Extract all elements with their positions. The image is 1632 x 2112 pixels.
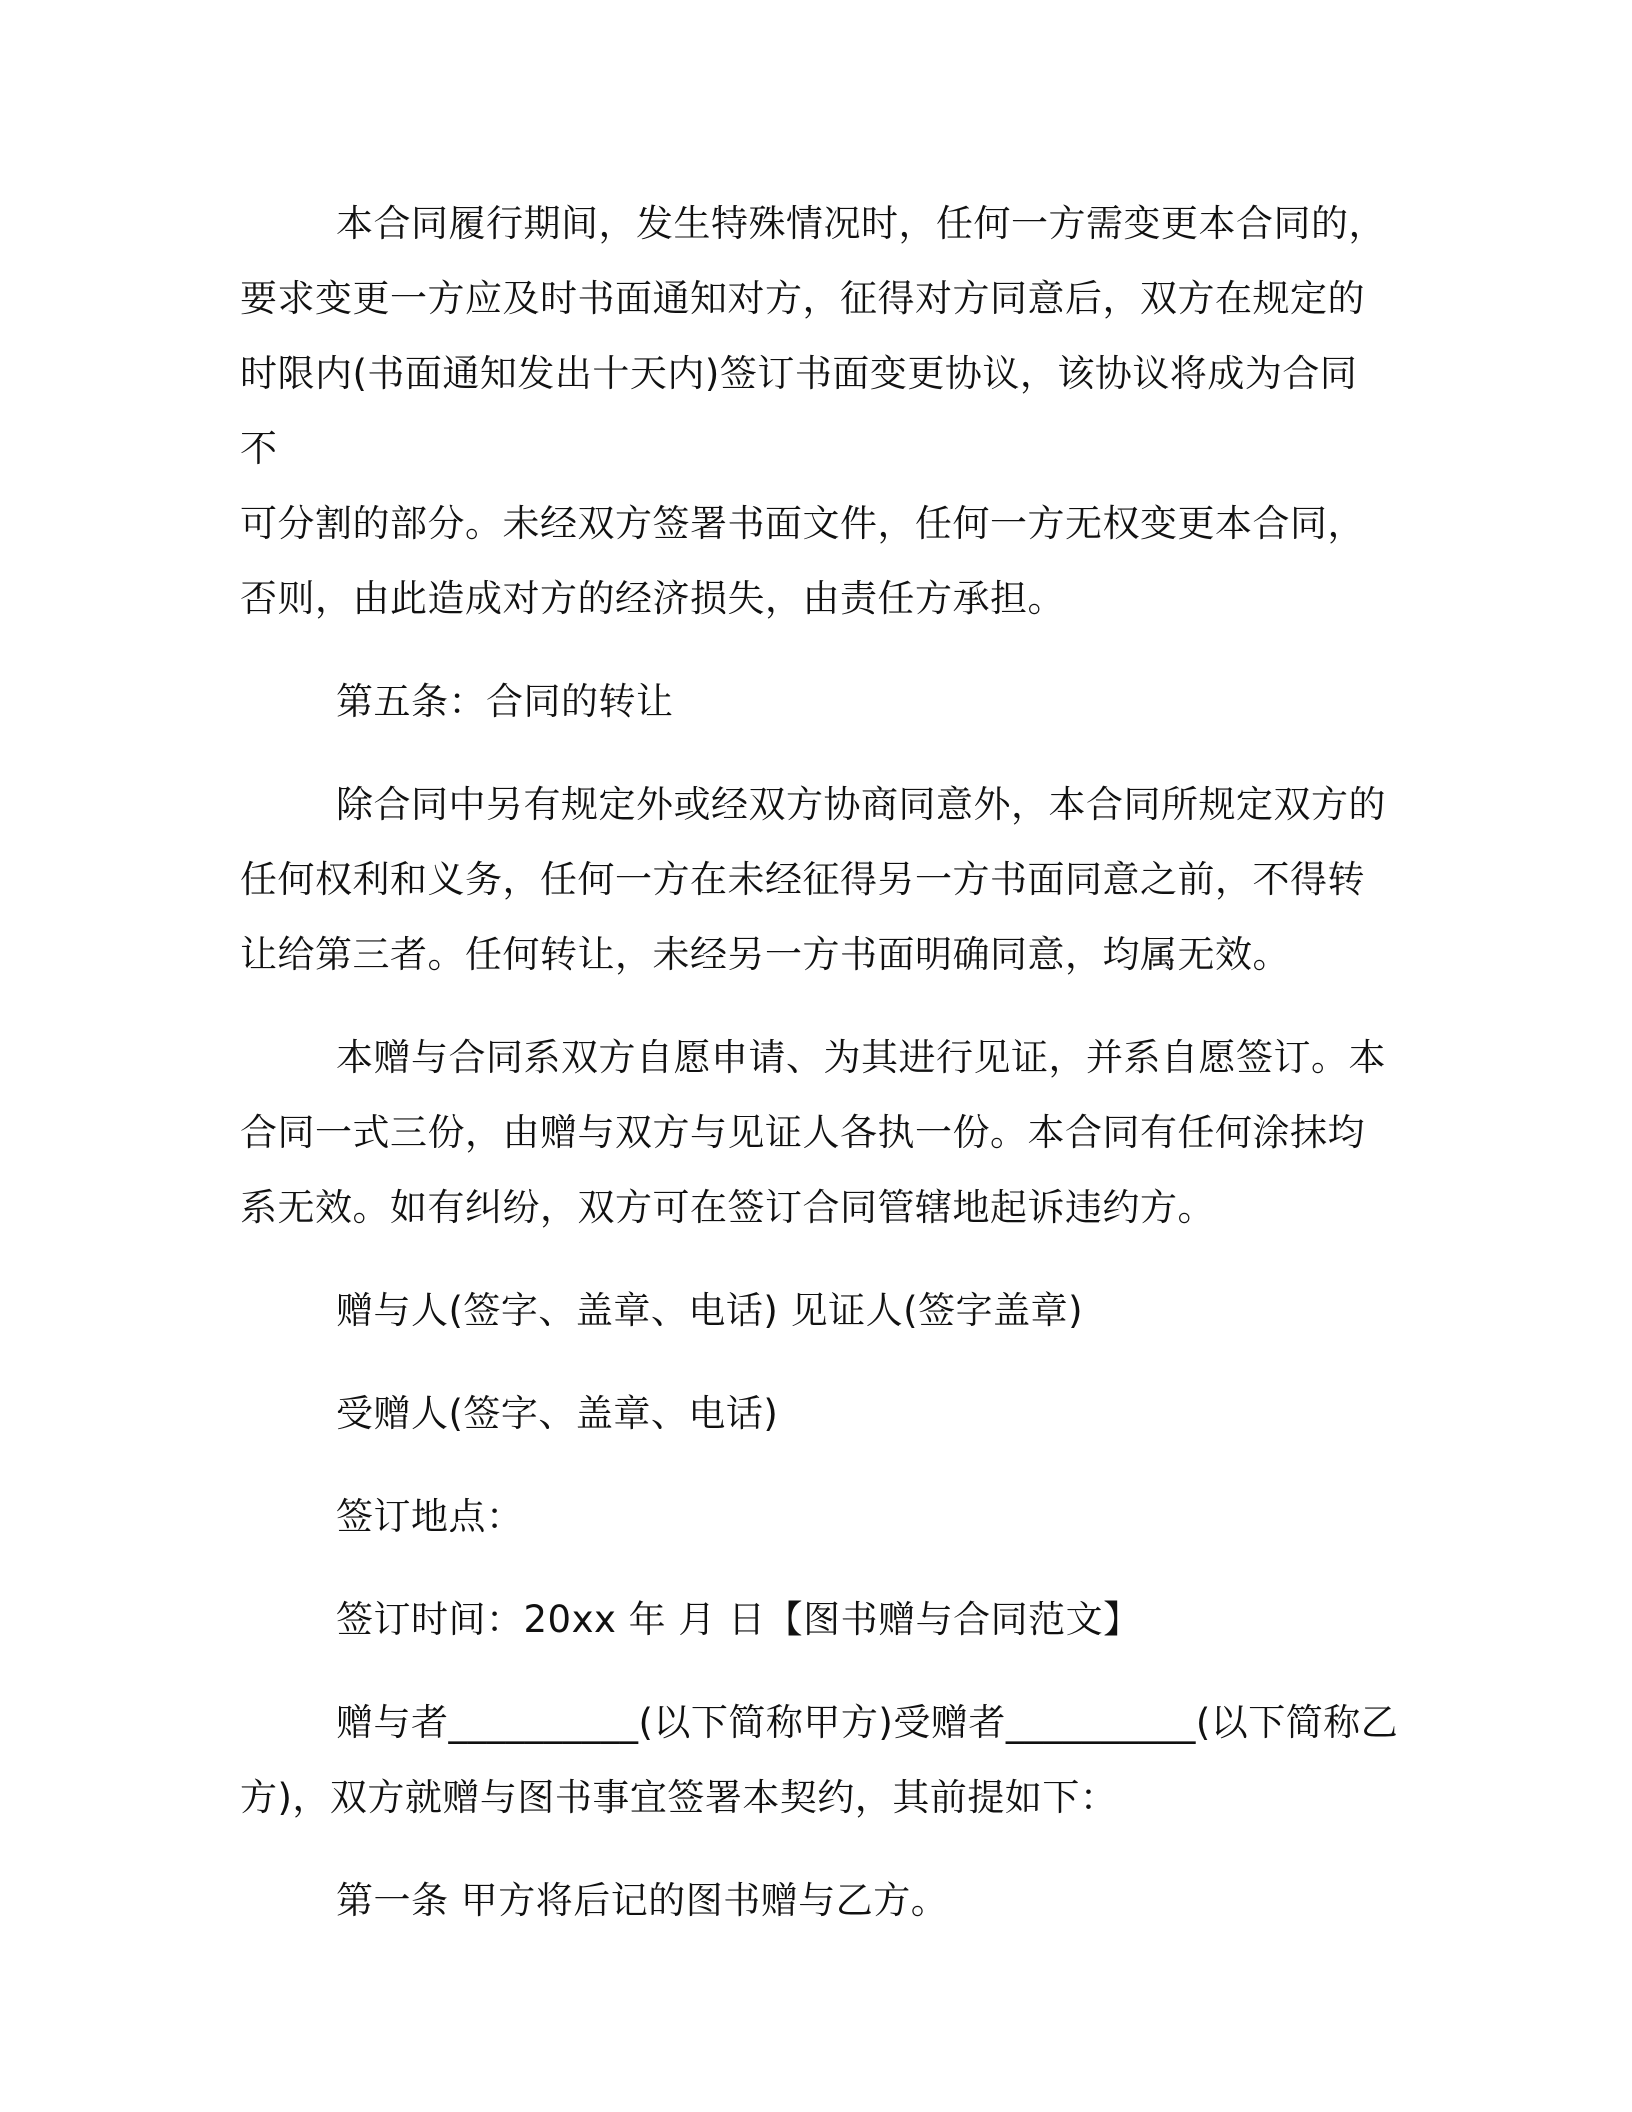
text-line: 让给第三者。任何转让，未经另一方书面明确同意，均属无效。 [240, 933, 1290, 976]
text-line: 本合同履行期间，发生特殊情况时，任何一方需变更本合同的， [336, 202, 1386, 245]
paragraph-gift-contract [240, 1020, 1390, 1245]
text-line: 除合同中另有规定外或经双方协商同意外，本合同所规定双方的 [336, 783, 1386, 826]
signing-time: 签订时间：20xx 年 月 日【图书赠与合同范文】 [336, 1598, 1141, 1641]
text-line: 任何权利和义务，任何一方在未经征得另一方书面同意之前，不得转 [240, 858, 1365, 901]
signature-recipient: 受赠人(签字、盖章、电话) [336, 1392, 779, 1435]
text-line: 本赠与合同系双方自愿申请、为其进行见证，并系自愿签订。本 [336, 1036, 1386, 1079]
signature-donor-witness: 赠与人(签字、盖章、电话) 见证人(签字盖章) [336, 1289, 1084, 1332]
heading-article-5: 第五条：合同的转让 [336, 680, 674, 723]
text-line: 要求变更一方应及时书面通知对方，征得对方同意后，双方在规定的 [240, 277, 1365, 320]
text-line: 合同一式三份，由赠与双方与见证人各执一份。本合同有任何涂抹均 [240, 1111, 1365, 1154]
text-line: 赠与者__________(以下简称甲方)受赠者__________(以下简称乙 [336, 1701, 1399, 1744]
text-line: 时限内(书面通知发出十天内)签订书面变更协议，该协议将成为合同不 [240, 352, 1358, 470]
document-body [240, 186, 1399, 1966]
text-line: 否则，由此造成对方的经济损失，由责任方承担。 [240, 577, 1065, 620]
article-1: 第一条 甲方将后记的图书赠与乙方。 [336, 1879, 949, 1922]
text-line: 可分割的部分。未经双方签署书面文件，任何一方无权变更本合同， [240, 502, 1365, 545]
signing-place: 签订地点： [336, 1495, 524, 1538]
paragraph-contract-change [240, 186, 1390, 636]
text-line: 方)，双方就赠与图书事宜签署本契约，其前提如下： [240, 1776, 1118, 1819]
text-line: 系无效。如有纠纷，双方可在签订合同管辖地起诉违约方。 [240, 1186, 1215, 1229]
paragraph-parties [240, 1685, 1399, 1835]
paragraph-contract-transfer [240, 767, 1390, 992]
